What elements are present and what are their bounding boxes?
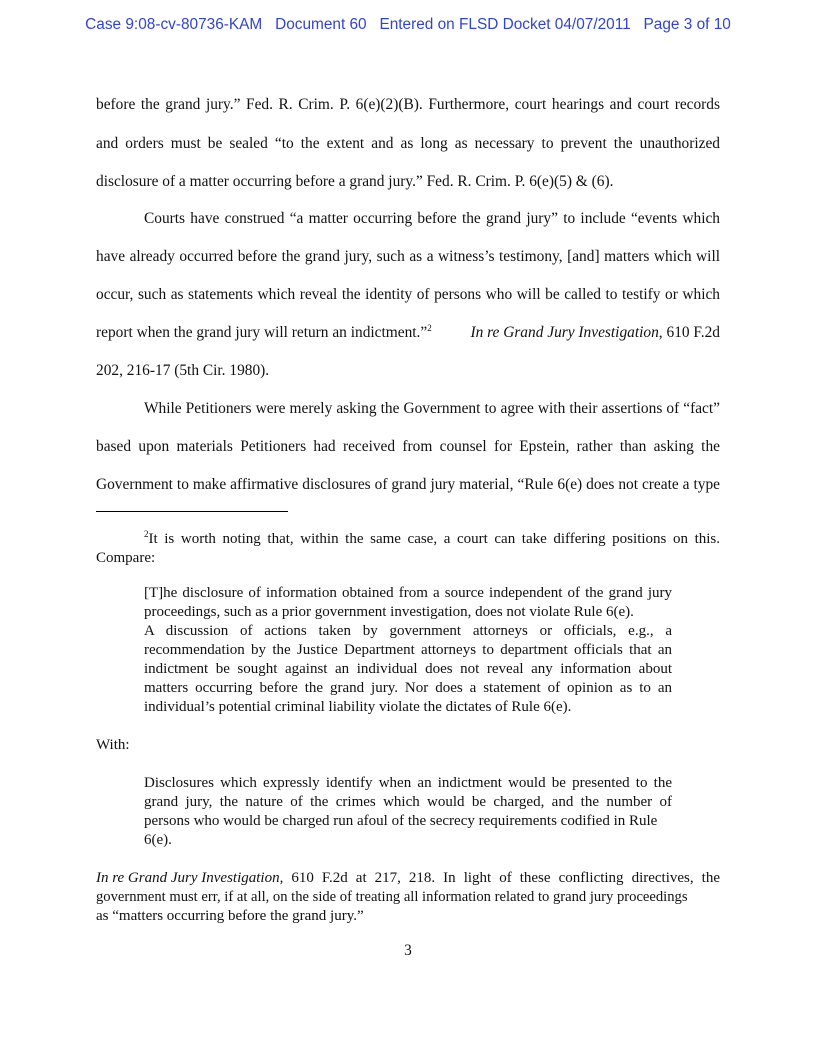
footnote-ref: 2 bbox=[427, 323, 432, 333]
footnote-line: government must err, if at all, on the side of treating all information related to grand jury proceedings bbox=[96, 889, 688, 905]
body-line: disclosure of a matter occurring before a grand jury.” Fed. R. Crim. P. 6(e)(5) & (6). bbox=[96, 173, 614, 190]
block-quote-line: Disclosures which expressly identify when an indictment would be presented to the bbox=[144, 775, 672, 791]
footnote-line: as “matters occurring before the grand jury.” bbox=[96, 908, 364, 924]
footnote-line bbox=[144, 530, 720, 549]
docket-header: Case 9:08-cv-80736-KAM Document 60 Entered on FLSD Docket 04/07/2011 Page 3 of 10 bbox=[85, 16, 731, 33]
body-line-with-citation bbox=[96, 323, 720, 343]
body-text-span: report when the grand jury will return an indictment.” bbox=[96, 324, 428, 341]
body-line: based upon materials Petitioners had received from counsel for Epstein, rather than asking the bbox=[96, 438, 720, 455]
body-line: While Petitioners were merely asking the Government to agree with their assertions of “fact” bbox=[144, 400, 720, 417]
body-line: Courts have construed “a matter occurring before the grand jury” to include “events which bbox=[144, 210, 720, 227]
body-line: have already occurred before the grand jury, such as a witness’s testimony, [and] matters which will bbox=[96, 248, 720, 265]
block-quote-line: individual’s potential criminal liability violate the dictates of Rule 6(e). bbox=[144, 699, 572, 715]
block-quote-line: persons who would be charged run afoul of the secrecy requirements codified in Rule bbox=[144, 813, 658, 829]
block-quote-line: 6(e). bbox=[144, 832, 172, 848]
block-quote-line: recommendation by the Justice Department attorneys to department officials that an bbox=[144, 642, 672, 658]
page-number: 3 bbox=[404, 942, 412, 959]
footnote-line: Compare: bbox=[96, 550, 156, 566]
footnote-separator bbox=[96, 511, 288, 512]
body-text-span: , 610 F.2d bbox=[658, 324, 720, 341]
body-line: 202, 216-17 (5th Cir. 1980). bbox=[96, 362, 270, 379]
body-line: occur, such as statements which reveal the identity of persons who will be called to testify or which bbox=[96, 286, 720, 303]
footnote-marker: 2 bbox=[144, 529, 149, 539]
footnote-line: With: bbox=[96, 737, 130, 753]
body-line: before the grand jury.” Fed. R. Crim. P. 6(e)(2)(B). Furthermore, court hearings and court records bbox=[96, 96, 720, 113]
block-quote-line: A discussion of actions taken by government attorneys or officials, e.g., a bbox=[144, 623, 672, 639]
body-line: and orders must be sealed “to the extent and as long as necessary to prevent the unauthorized bbox=[96, 135, 720, 152]
block-quote-line: grand jury, the nature of the crimes which would be charged, and the number of bbox=[144, 794, 672, 810]
body-line: Government to make affirmative disclosures of grand jury material, “Rule 6(e) does not create a type bbox=[96, 476, 720, 493]
case-citation: In re Grand Jury Investigation bbox=[96, 870, 280, 886]
case-citation: In re Grand Jury Investigation bbox=[470, 324, 659, 341]
footnote-text: , 610 F.2d at 217, 218. In light of these conflicting directives, the bbox=[279, 870, 720, 886]
footnote-text: It is worth noting that, within the same case, a court can take differing positions on this. bbox=[148, 531, 720, 547]
footnote-line-with-citation bbox=[96, 869, 720, 888]
block-quote-line: proceedings, such as a prior government investigation, does not violate Rule 6(e). bbox=[144, 604, 634, 620]
block-quote-line: indictment be sought against an individual does not reveal any information about bbox=[144, 661, 672, 677]
block-quote-line: matters occurring before the grand jury. Nor does a statement of opinion as to an bbox=[144, 680, 672, 696]
block-quote-line: [T]he disclosure of information obtained from a source independent of the grand jury bbox=[144, 585, 672, 601]
